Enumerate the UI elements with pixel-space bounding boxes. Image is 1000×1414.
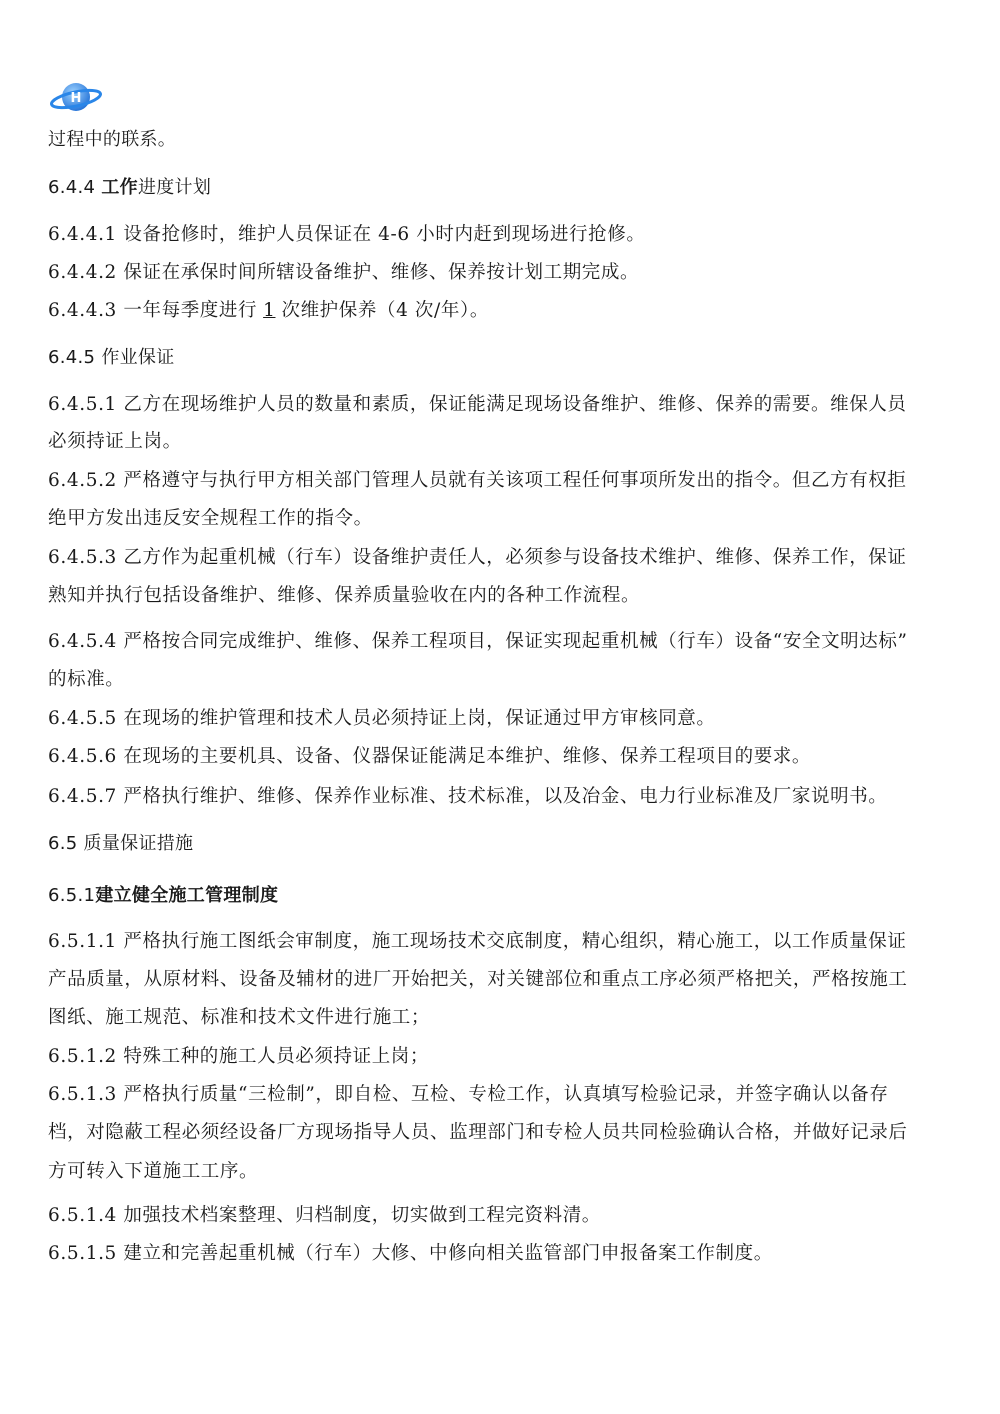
paragraph-line: 方可转入下道施工工序。: [48, 1161, 259, 1182]
section-heading-6-5-1: [48, 884, 278, 908]
paragraph-line: 6.4.5.2 严格遵守与执行甲方相关部门管理人员就有关该项工程任何事项所发出的指令。但乙方有权拒: [48, 470, 907, 491]
paragraph-line: 6.4.5.6 在现场的主要机具、设备、仪器保证能满足本维护、维修、保养工程项目的要求。: [48, 746, 812, 767]
section-title-rest: 进度计划: [137, 177, 212, 198]
paragraph-line: 产品质量，从原材料、设备及辅材的进厂开始把关，对关键部位和重点工序必须严格把关，严格按施工: [48, 969, 908, 990]
paragraph-line: 6.4.5.5 在现场的维护管理和技术人员必须持证上岗，保证通过甲方审核同意。: [48, 708, 716, 729]
paragraph-line: 6.5.1.1 严格执行施工图纸会审制度，施工现场技术交底制度，精心组织，精心施工，以工作质量保证: [48, 931, 907, 952]
paragraph-line: 6.5.1.2 特殊工种的施工人员必须持证上岗；: [48, 1046, 430, 1067]
paragraph-line: 6.5.1.3 严格执行质量“三检制”，即自检、互检、专检工作，认真填写检验记录，并签字确认以备存: [48, 1084, 889, 1105]
paragraph-line: 6.5.1.5 建立和完善起重机械（行车）大修、中修向相关监管部门申报备案工作制度。: [48, 1243, 773, 1264]
paragraph-6-4-4-3: [48, 299, 489, 323]
section-title: 建立健全施工管理制度: [95, 885, 279, 906]
paragraph-line: 档，对隐蔽工程必须经设备厂方现场指导人员、监理部门和专检人员共同检验确认合格，并做好记录后: [48, 1122, 908, 1143]
maintenance-count-value: 1: [263, 300, 276, 321]
section-heading-6-4-5: 6.4.5 作业保证: [48, 347, 175, 368]
company-logo-icon: [50, 80, 102, 114]
paragraph-line: 6.4.5.4 严格按合同完成维护、维修、保养工程项目，保证实现起重机械（行车）设备“安全文明达标”: [48, 631, 908, 652]
paragraph-line: 6.4.5.3 乙方作为起重机械（行车）设备维护责任人，必须参与设备技术维护、维修、保养工作，保证: [48, 547, 907, 568]
svg-text:H: H: [70, 91, 82, 106]
paragraph-line: 6.4.5.7 严格执行维护、维修、保养作业标准、技术标准，以及冶金、电力行业标准及厂家说明书。: [48, 786, 888, 807]
section-heading-6-4-4: [48, 176, 211, 200]
paragraph-line: 必须持证上岗。: [48, 431, 182, 452]
paragraph-line: 熟知并执行包括设备维护、维修、保养质量验收在内的各种工作流程。: [48, 585, 641, 606]
paragraph-line: 的标准。: [48, 669, 125, 690]
paragraph-6-4-4-2: 6.4.4.2 保证在承保时间所辖设备维护、维修、保养按计划工期完成。: [48, 262, 640, 283]
paragraph-6-4-4-1: 6.4.4.1 设备抢修时，维护人员保证在 4-6 小时内赶到现场进行抢修。: [48, 224, 646, 245]
section-number: 6.5.1: [48, 885, 96, 906]
paragraph-line: 6.4.5.1 乙方在现场维护人员的数量和素质，保证能满足现场设备维护、维修、保养的需要。维保人员: [48, 394, 907, 415]
text-prefix: 6.4.4.3 一年每季度进行: [48, 300, 258, 321]
section-heading-6-5: 6.5 质量保证措施: [48, 833, 194, 854]
paragraph-line: 绝甲方发出违反安全规程工作的指令。: [48, 508, 373, 529]
paragraph-line: 6.5.1.4 加强技术档案整理、归档制度，切实做到工程完资料清。: [48, 1205, 601, 1226]
continuation-text: 过程中的联系。: [48, 129, 177, 150]
paragraph-line: 图纸、施工规范、标准和技术文件进行施工；: [48, 1007, 431, 1028]
section-title-bold: 工作: [101, 177, 138, 198]
section-number: 6.4.4: [48, 177, 96, 198]
text-suffix: 次维护保养（4 次/年）。: [281, 300, 489, 321]
